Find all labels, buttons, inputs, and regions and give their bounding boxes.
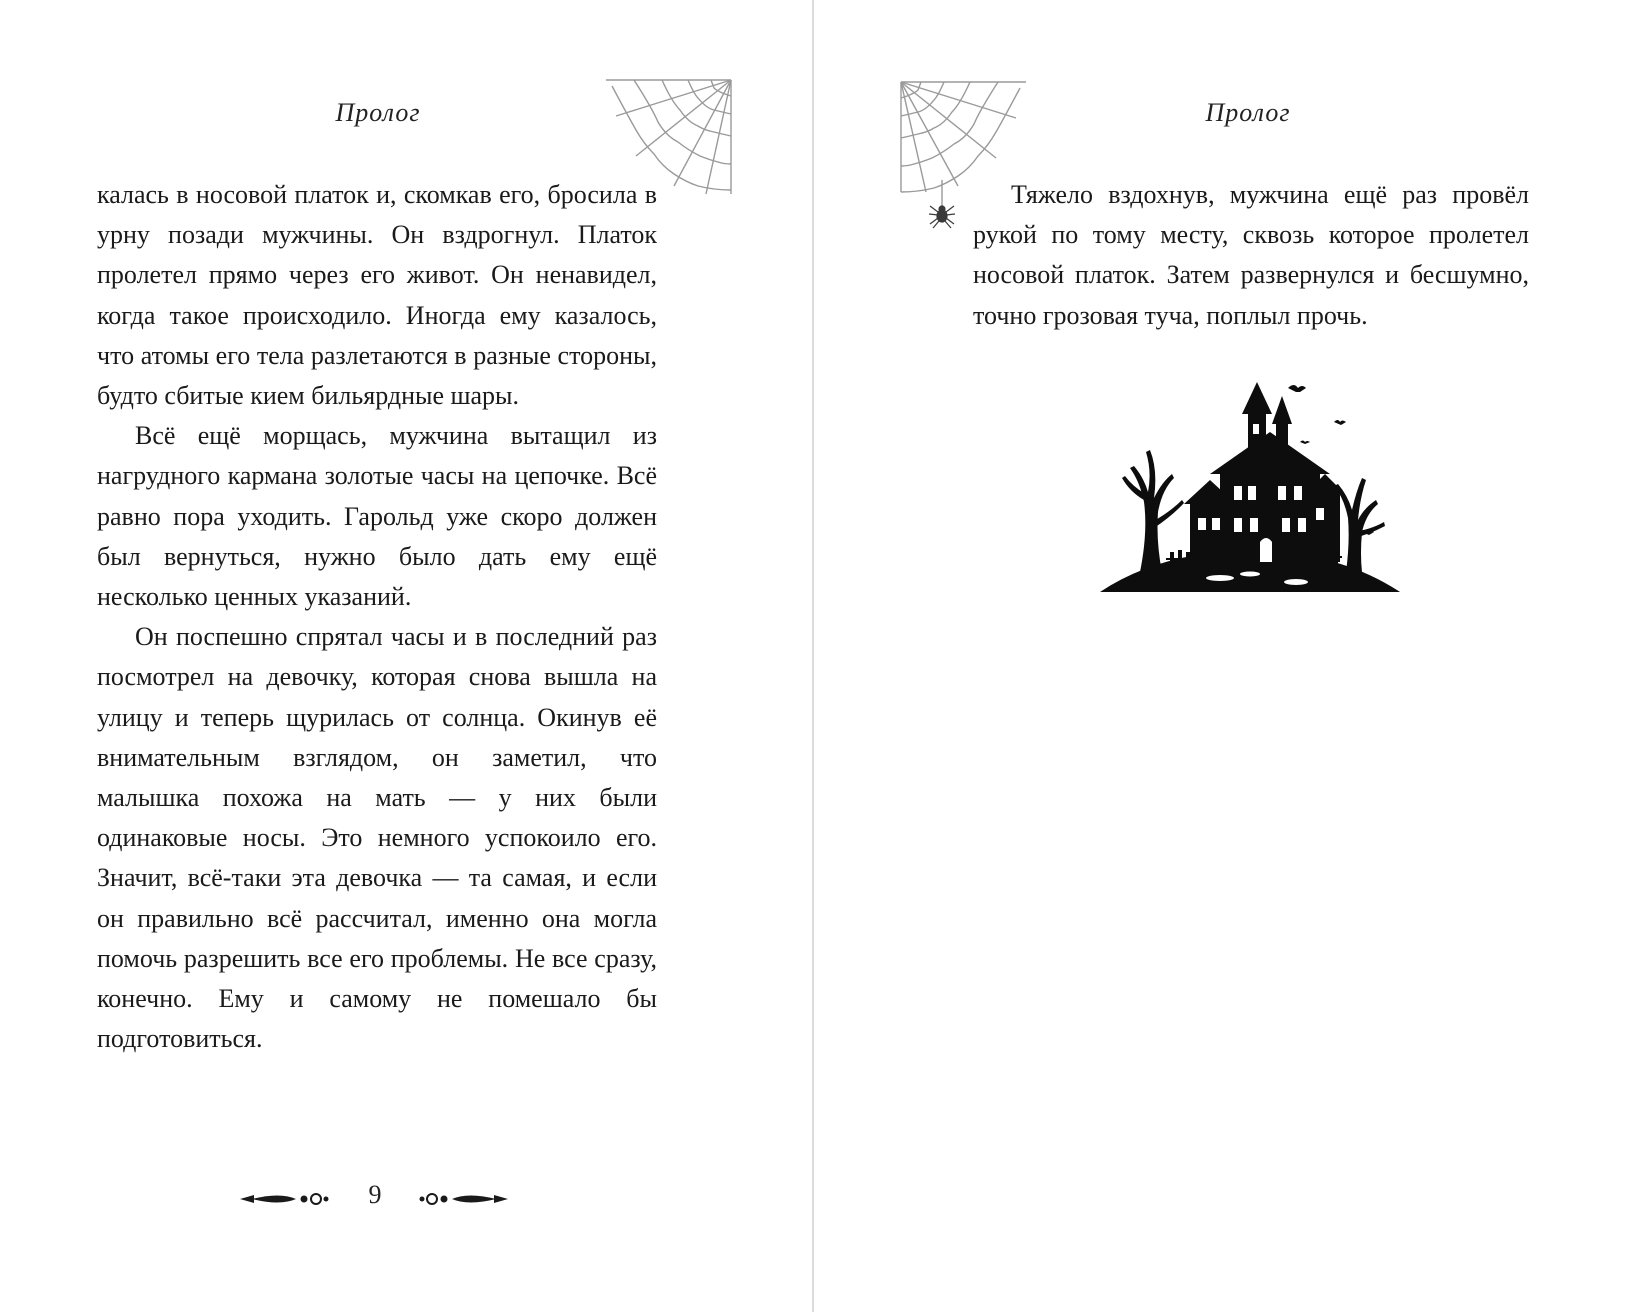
left-body-text [97,175,657,1059]
left-page [0,0,811,1312]
paragraph: калась в носовой платок и, скомкав его, бросила в урну позади мужчины. Он вздрогнул. Платок пролетел прямо через его живот. Он ненавидел, когда такое происходило. Иногда ему казалось, что атомы его тела разлетаются в разные стороны, будто сбитые кием бильярдные шары. [97,180,657,411]
right-page [814,0,1625,1312]
page-folio [240,1180,510,1216]
paragraph: Он поспешно спрятал часы и в последний раз посмотрел на девочку, которая снова вышла на улицу и теперь щурилась от солнца. Окинув её внимательным взглядом, он заметил, что малышка похожа на мать — у них были одинаковые носы. Это немного успокоило его. Значит, всё-таки эта девочка — та самая, и если он правильно всё рассчитал, именно она могла помочь разрешить все его проблемы. Не все сразу, конечно. Ему и самому не помешало бы подготовиться. [97,622,657,1054]
left-running-head: Пролог [335,98,421,127]
paragraph: Тяжело вздохнув, мужчина ещё раз провёл рукой по тому месту, сквозь которое пролетел носовой платок. Затем развернулся и бесшумно, точно грозовая туча, поплыл прочь. [973,180,1529,330]
right-running-head: Пролог [1205,98,1291,127]
right-body-text [973,175,1529,336]
haunted-house-icon [1100,382,1400,612]
flourish-left-icon [240,1190,330,1208]
page-number: 9 [368,1180,382,1209]
flourish-right-icon [418,1190,508,1208]
paragraph: Всё ещё морщась, мужчина вытащил из нагрудного кармана золотые часы на цепочке. Всё равно пора уходить. Гарольд уже скоро должен был вернуться, нужно было дать ему ещё несколько ценных указаний. [97,421,657,612]
